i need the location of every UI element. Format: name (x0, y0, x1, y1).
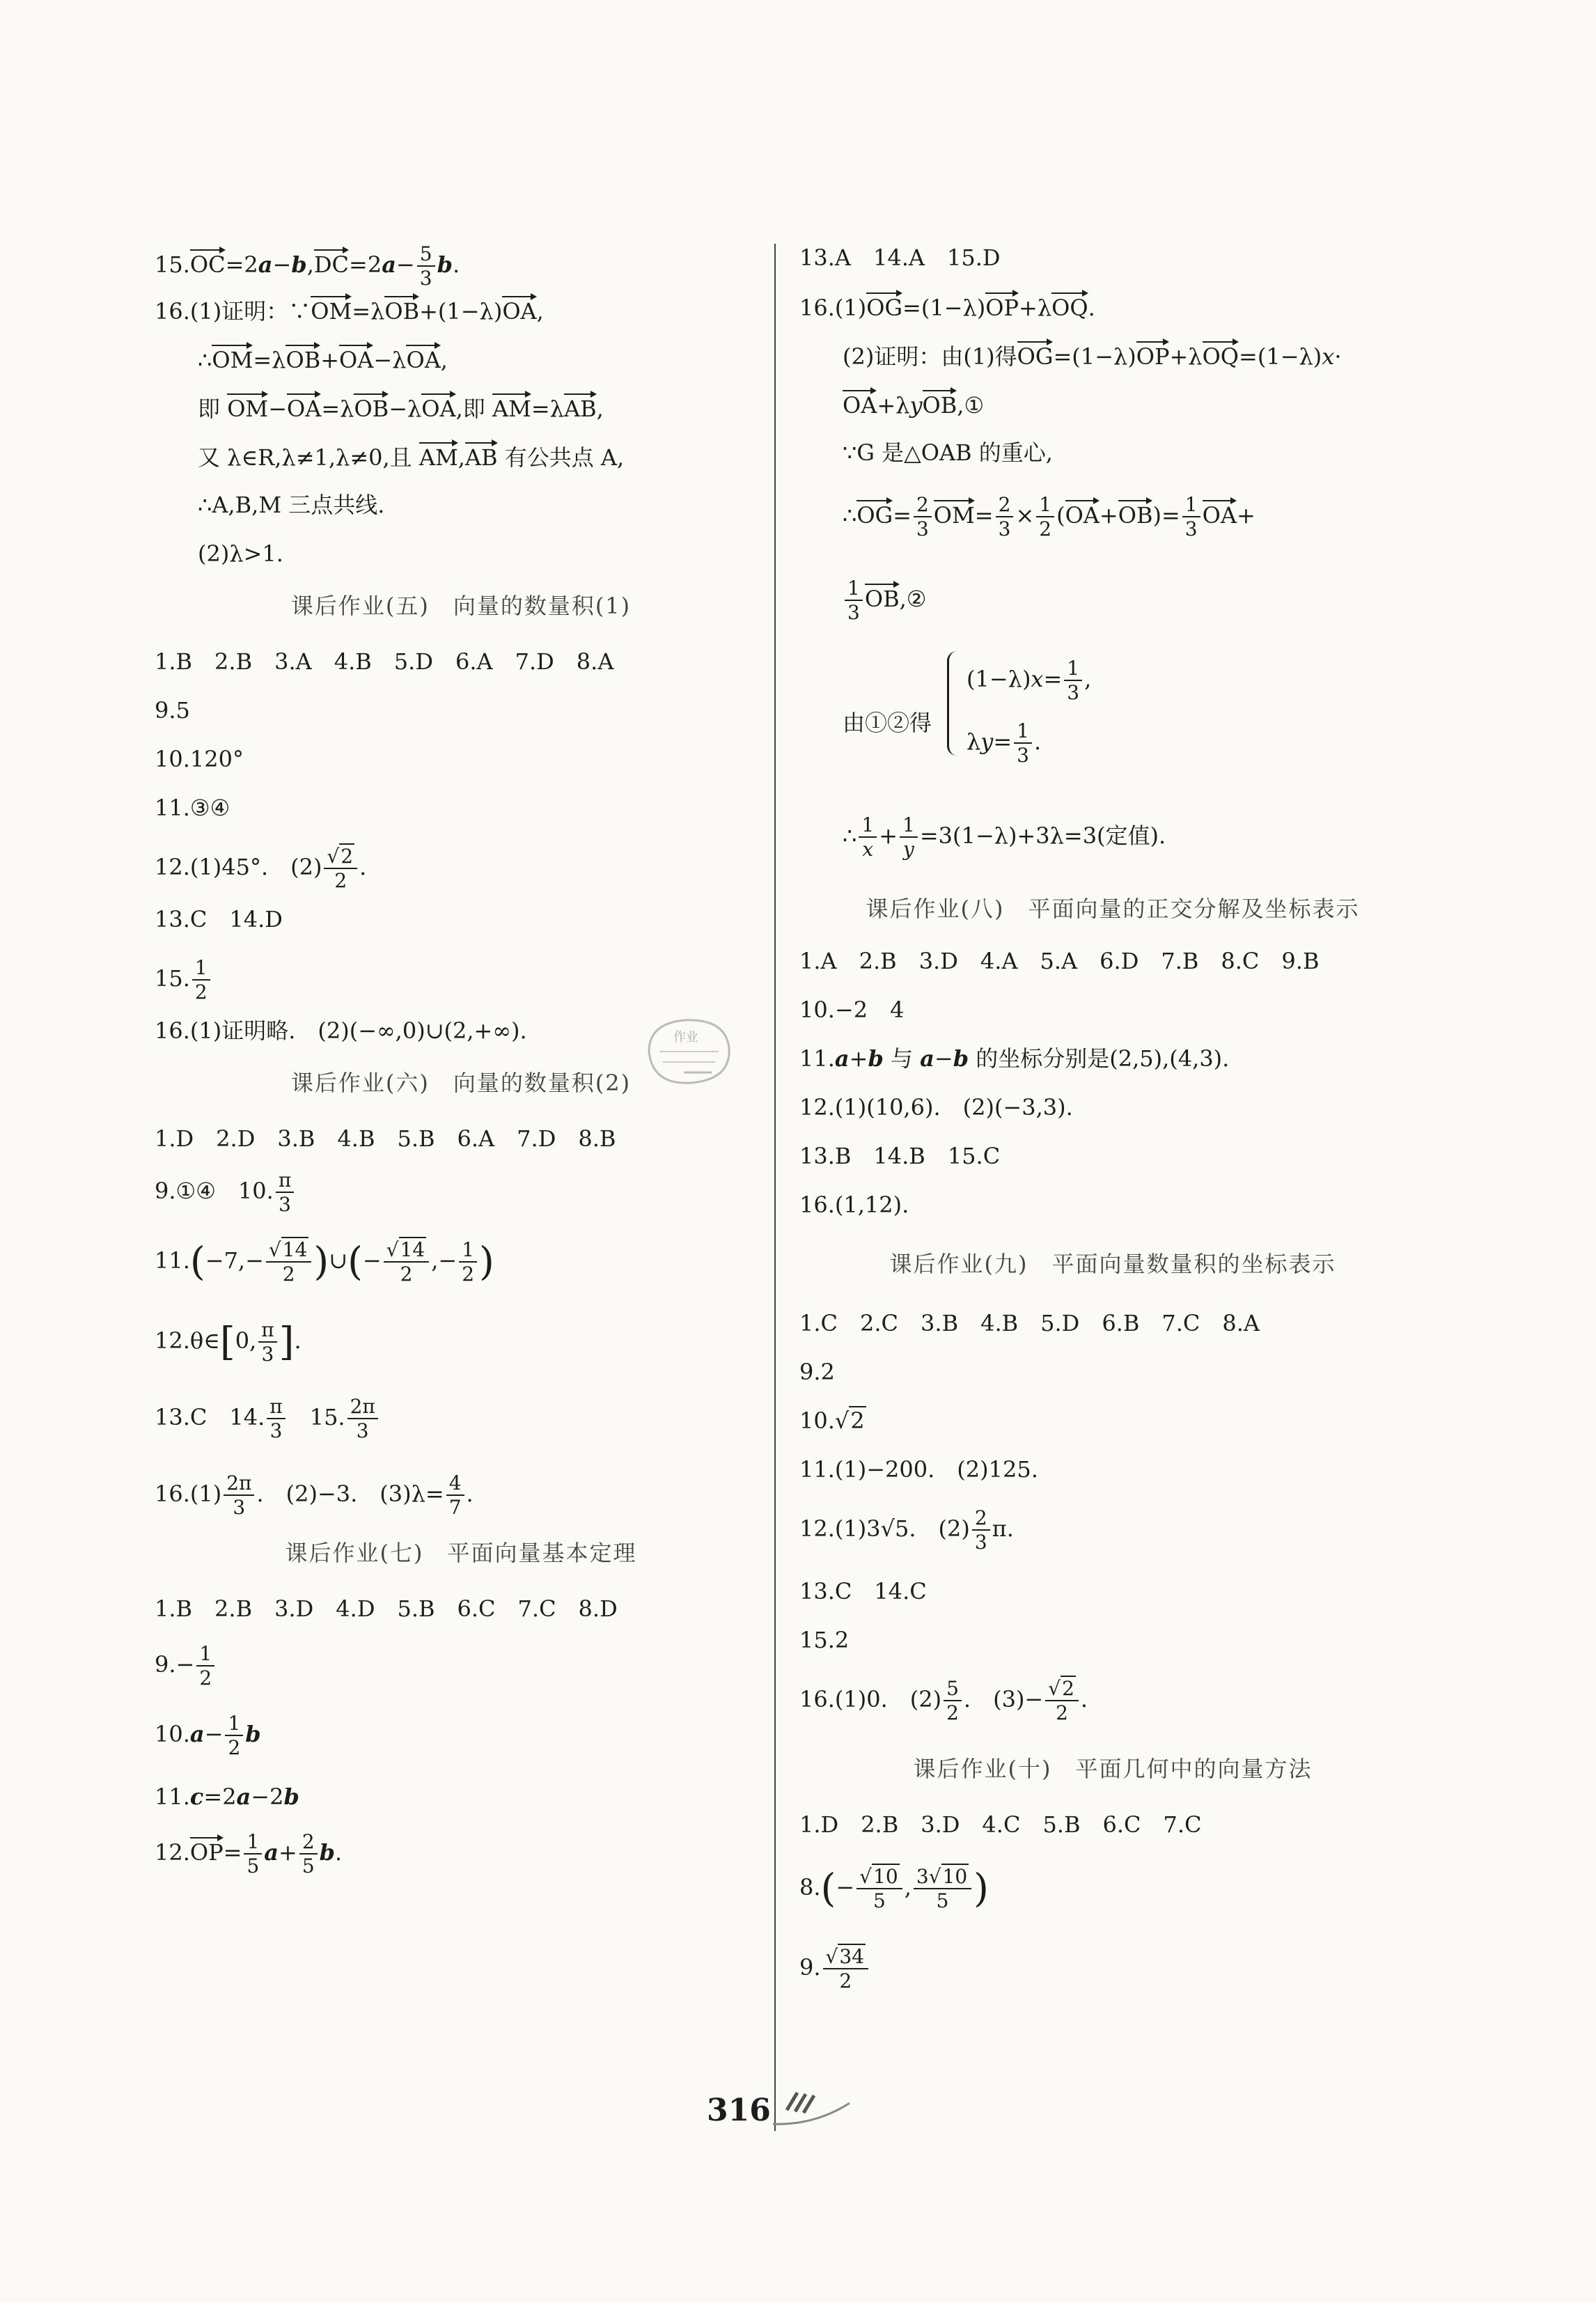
section-heading-5: 课后作业(五) 向量的数量积(1) (290, 593, 632, 619)
s5-line2: 9.5 (155, 697, 190, 724)
s9-line3: 10.√2 (799, 1407, 865, 1434)
seal-stamp (635, 1010, 740, 1093)
s8-line3: 11.a+b 与 a−b 的坐标分别是(2,5),(4,3). (799, 1045, 1230, 1072)
s9-line7: 15.2 (799, 1627, 850, 1653)
s5-line1: 1.B 2.B 3.A 4.B 5.D 6.A 7.D 8.A (155, 648, 614, 675)
s10-line3: 9. $\frac{√34}{2}$ (799, 1946, 870, 1992)
s8-line6: 16.(1,12). (799, 1192, 909, 1218)
svg-text:作业: 作业 (673, 1030, 698, 1045)
s9-line4: 11.(1)−200. (2)125. (799, 1456, 1038, 1483)
r-line9: ∴ $\frac{1}{x}$ + $\frac{1}{y}$ =3(1−λ)+3λ=3(定值). (843, 813, 1166, 861)
r-line4: OA+λyOB,① (843, 390, 984, 419)
section-heading-9: 课后作业(九) 平面向量数量积的坐标表示 (889, 1251, 1336, 1277)
s9-line6: 13.C 14.C (799, 1578, 927, 1605)
answer-16-1: 16.(1)证明：∵OM=λOB+(1−λ)OA, (155, 296, 544, 325)
s5-line5: 12.(1)45°. (2) $\frac{√2}{2}$ . (155, 845, 367, 893)
answer-16-line5: ∴A,B,M 三点共线. (198, 492, 385, 518)
s5-line8: 16.(1)证明略. (2)(−∞,0)∪(2,+∞). (155, 1017, 527, 1044)
s7-line2: 9.− $\frac{1}{2}$ (155, 1644, 217, 1689)
s6-line2: 9.①④ 10. $\frac{\pi}{3}$ (155, 1170, 296, 1215)
r-line6: ∴OG= $\frac{2}{3}$ OM= $\frac{2}{3}$ × $\frac{1}{2}$ (OA+OB)= $\frac{1}{3}$ OA+ (843, 493, 1255, 541)
s8-line5: 13.B 14.B 15.C (799, 1143, 1001, 1169)
s10-line2: 8.(− $\frac{√10}{5}$ , $\frac{3√10}{5}$ ) (799, 1865, 989, 1913)
s7-line4: 11.c=2a−2b (155, 1783, 299, 1810)
section-heading-7: 课后作业(七) 平面向量基本定理 (285, 1540, 637, 1566)
s9-line5: 12.(1)3√5. (2) $\frac{2}{3}$ π. (799, 1506, 1014, 1554)
r-line1: 13.A 14.A 15.D (799, 244, 1001, 271)
s8-line4: 12.(1)(10,6). (2)(−3,3). (799, 1094, 1073, 1121)
s6-line1: 1.D 2.D 3.B 4.B 5.B 6.A 7.D 8.B (155, 1125, 616, 1152)
s8-line2: 10.−2 4 (799, 997, 905, 1023)
answer-15: 15.OC=2a−b,DC=2a− $\frac{5}{3}$ b. (155, 242, 460, 290)
s6-line6: 16.(1) $\frac{2\pi}{3}$ . (2)−3. (3)λ= $\frac{4}{7}$ . (155, 1471, 474, 1520)
answer-16-2: (2)λ>1. (198, 540, 283, 567)
r-line3: (2)证明：由(1)得OG=(1−λ)OP+λOQ=(1−λ)x· (843, 341, 1341, 370)
s8-line1: 1.A 2.B 3.D 4.A 5.A 6.D 7.B 8.C 9.B (799, 948, 1320, 974)
system-eq1: (1−λ)x= $\frac{1}{3}$ , (967, 657, 1092, 705)
s7-line1: 1.B 2.B 3.D 4.D 5.B 6.C 7.C 8.D (155, 1595, 618, 1622)
section-heading-6: 课后作业(六) 向量的数量积(2) (290, 1070, 632, 1096)
s9-line2: 9.2 (799, 1359, 835, 1385)
answer-16-line4: 又 λ∈R,λ≠1,λ≠0,且 AM,AB 有公共点 A, (198, 442, 624, 471)
section-heading-8: 课后作业(八) 平面向量的正交分解及坐标表示 (866, 896, 1360, 922)
s6-line4: 12.θ∈[0, $\frac{\pi}{3}$ ]. (155, 1318, 302, 1366)
s5-line3: 10.120° (155, 746, 244, 772)
column-divider (774, 244, 776, 2131)
s6-line5: 13.C 14. $\frac{\pi}{3}$ 15. $\frac{2\pi}{3}$ (155, 1396, 380, 1442)
s5-line7: 15. $\frac{1}{2}$ (155, 958, 212, 1003)
r-line7: $\frac{1}{3}$ OB,② (843, 578, 926, 623)
r-system-label: 由①②得 (843, 710, 932, 736)
s10-line1: 1.D 2.B 3.D 4.C 5.B 6.C 7.C (799, 1811, 1202, 1838)
answer-16-line2: ∴OM=λOB+OA−λOA, (198, 345, 448, 374)
r-line2: 16.(1)OG=(1−λ)OP+λOQ. (799, 292, 1095, 322)
r-line5: ∵G 是△OAB 的重心, (843, 439, 1053, 466)
page-number: 316 (707, 2093, 771, 2128)
s9-line8: 16.(1)0. (2) $\frac{5}{2}$ . (3)− $\frac{√2}{2}$ . (799, 1677, 1088, 1725)
s6-line3: 11.(−7,− $\frac{√14}{2}$ )∪(− $\frac{√14}{2}$ ,− $\frac{1}{2}$ ) (155, 1238, 494, 1286)
system-eq2: λy= $\frac{1}{3}$ . (967, 719, 1042, 767)
s5-line6: 13.C 14.D (155, 906, 283, 932)
s7-line5: 12.OP= $\frac{1}{5}$ a+ $\frac{2}{5}$ b. (155, 1830, 343, 1878)
s9-line1: 1.C 2.C 3.B 4.B 5.D 6.B 7.C 8.A (799, 1310, 1260, 1336)
answer-16-line3: 即 OM−OA=λOB−λOA,即 AM=λAB, (198, 393, 604, 423)
page-decoration-icon (773, 2082, 856, 2131)
section-heading-10: 课后作业(十) 平面几何中的向量方法 (913, 1756, 1313, 1782)
s7-line3: 10.a− $\frac{1}{2}$ b (155, 1712, 261, 1760)
s5-line4: 11.③④ (155, 795, 230, 821)
